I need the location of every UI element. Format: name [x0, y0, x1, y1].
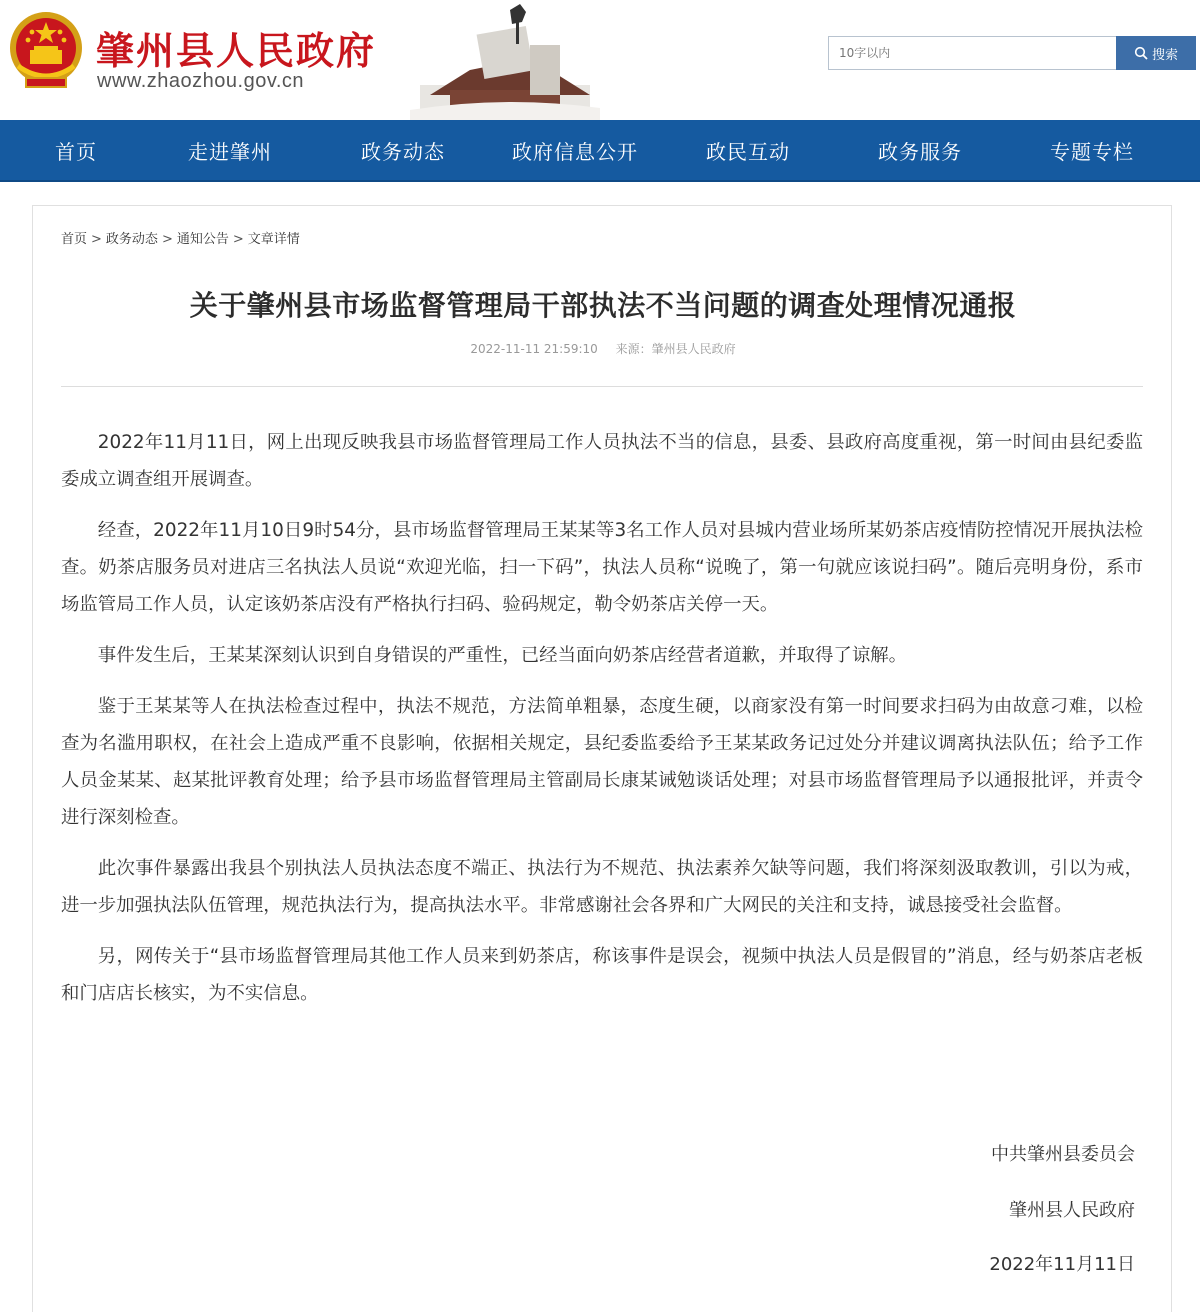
article-paragraph: 另，网传关于“县市场监督管理局其他工作人员来到奶茶店，称该事件是误会，视频中执法人员是假冒的”消息，经与奶茶店老板和门店店长核实，为不实信息。: [61, 946, 1143, 1004]
site-url[interactable]: www.zhaozhou.gov.cn: [97, 70, 305, 92]
breadcrumb-current: 文章详情: [247, 232, 300, 247]
nav-item-disclosure[interactable]: 政府信息公开: [512, 139, 638, 164]
title-divider: [61, 386, 1143, 387]
breadcrumb-notices[interactable]: 通知公告: [176, 232, 229, 247]
article-paragraph: 2022年11月11日，网上出现反映我县市场监督管理局工作人员执法不当的信息，县委、县政府高度重视，第一时间由县纪委监委成立调查组开展调查。: [61, 432, 1143, 490]
article-paragraph: 事件发生后，王某某深刻认识到自身错误的严重性，已经当面向奶茶店经营者道歉，并取得了谅解。: [97, 645, 907, 666]
article-datetime: 2022-11-11 21:59:10: [470, 342, 598, 356]
nav-item-services[interactable]: 政务服务: [878, 139, 962, 164]
article-paragraph: 经查，2022年11月10日9时54分，县市场监督管理局王某某等3名工作人员对县城内营业场所某奶茶店疫情防控情况开展执法检查。奶茶店服务员对进店三名执法人员说“欢迎光临，扫一下码”，执法人员称“说晚了，第一句就应该说扫码”。随后亮明身份，系市场监管局工作人员，认定该奶茶店没有严格执行扫码、验码规定，勒令奶茶店关停一天。: [61, 520, 1143, 615]
search-icon: [1134, 46, 1148, 60]
site-title[interactable]: 肇州县人民政府: [96, 28, 377, 73]
signature-government: 肇州县人民政府: [1009, 1200, 1135, 1221]
landmark-illustration-icon: [410, 0, 600, 120]
search-button[interactable]: [1116, 36, 1196, 70]
breadcrumb-news[interactable]: 政务动态: [105, 232, 158, 247]
breadcrumb-separator: >: [161, 232, 173, 247]
breadcrumb: [61, 228, 300, 247]
breadcrumb-separator: >: [232, 232, 244, 247]
nav-item-news[interactable]: 政务动态: [361, 139, 445, 164]
article-meta: [33, 340, 1173, 357]
article-body: [61, 424, 1143, 1026]
search-button-label: 搜索: [1151, 47, 1178, 63]
nav-item-interaction[interactable]: 政民互动: [706, 139, 790, 164]
article-paragraph: 此次事件暴露出我县个别执法人员执法态度不端正、执法行为不规范、执法素养欠缺等问题，我们将深刻汲取教训，引以为戒，进一步加强执法队伍管理，规范执法行为，提高执法水平。非常感谢社会各界和广大网民的关注和支持，诚恳接受社会监督。: [61, 858, 1143, 916]
article-source: 来源：肇州县人民政府: [615, 342, 736, 356]
signature-date: 2022年11月11日: [989, 1254, 1135, 1275]
main-nav: [0, 120, 1200, 182]
site-header: [0, 0, 1200, 120]
signature-party-committee: 中共肇州县委员会: [991, 1144, 1135, 1165]
national-emblem-icon: [6, 8, 86, 94]
breadcrumb-separator: >: [91, 232, 102, 247]
nav-item-topics[interactable]: 专题专栏: [1050, 139, 1134, 164]
nav-item-about[interactable]: 走进肇州: [188, 139, 272, 164]
breadcrumb-home[interactable]: 首页: [61, 232, 88, 247]
article-container: [32, 205, 1172, 1312]
article-title: 关于肇州县市场监督管理局干部执法不当问题的调查处理情况通报: [189, 289, 1017, 322]
nav-item-home[interactable]: 首页: [55, 139, 97, 164]
search-input[interactable]: [828, 36, 1118, 70]
article-paragraph: 鉴于王某某等人在执法检查过程中，执法不规范，方法简单粗暴，态度生硬，以商家没有第一时间要求扫码为由故意刁难，以检查为名滥用职权，在社会上造成严重不良影响，依据相关规定，县纪委监委给予王某某政务记过处分并建议调离执法队伍；给予工作人员金某某、赵某批评教育处理；给予县市场监督管理局主管副局长康某诫勉谈话处理；对县市场监督管理局予以通报批评，并责令进行深刻检查。: [61, 696, 1143, 828]
